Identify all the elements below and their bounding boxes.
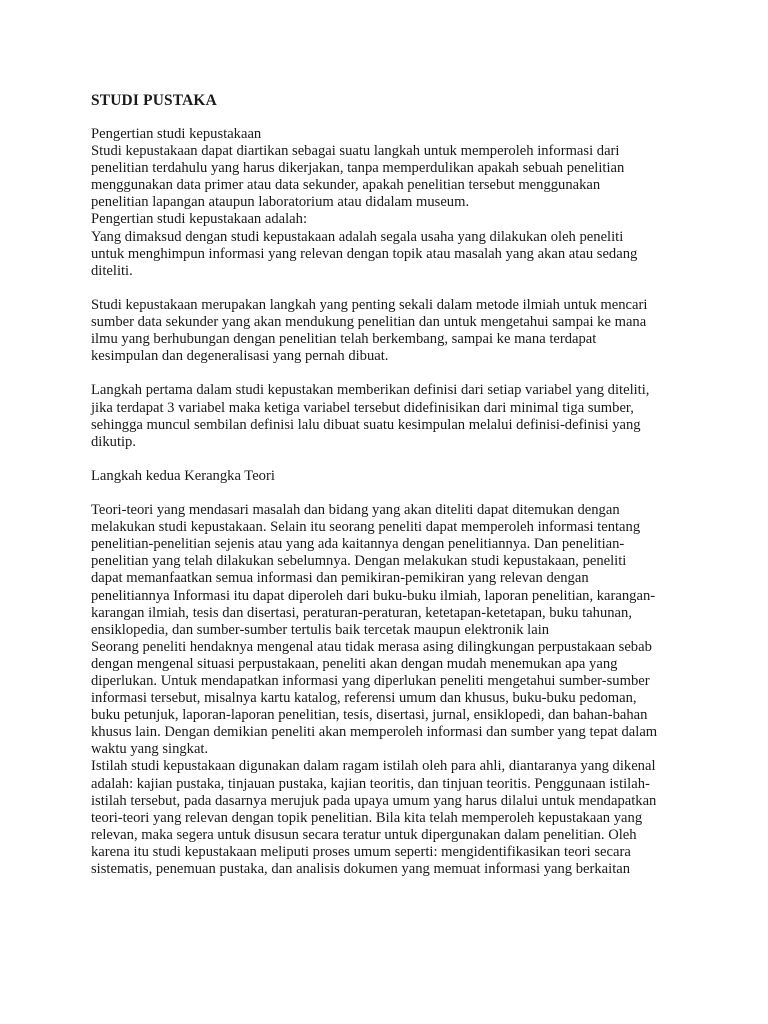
text-line: menggunakan data primer atau data sekunder, apakah penelitian tersebut menggunakan: [91, 177, 601, 194]
text-line: kesimpulan dan degeneralisasi yang pernah dibuat.: [91, 348, 389, 365]
text-line: relevan, maka segera untuk disusun secara teratur untuk dipergunakan dalam penelitian. Oleh: [91, 826, 637, 843]
text-line: diteliti.: [91, 262, 133, 279]
text-line: waktu yang singkat.: [91, 741, 209, 758]
text-line: Pengertian studi kepustakaan adalah:: [91, 211, 307, 228]
text-line: Studi kepustakaan dapat diartikan sebagai suatu langkah untuk memperoleh informasi dari: [91, 143, 620, 160]
text-line: informasi tersebut, misalnya kartu katalog, referensi umum dan khusus, buku-buku pedoman,: [91, 690, 637, 707]
text-line: Langkah pertama dalam studi kepustakan memberikan definisi dari setiap variabel yang diteliti,: [91, 382, 650, 399]
text-line: melakukan studi kepustakaan. Selain itu seorang peneliti dapat memperoleh informasi tentang: [91, 519, 641, 536]
text-line: Langkah kedua Kerangka Teori: [91, 467, 275, 484]
text-line: penelitian-penelitian sejenis atau yang ada kaitannya dengan penelitiannya. Dan penelitian-: [91, 536, 625, 553]
text-line: karangan ilmiah, tesis dan disertasi, peraturan-peraturan, ketetapan-ketetapan, buku tahunan,: [91, 604, 632, 621]
document-title: STUDI PUSTAKA: [91, 92, 217, 109]
text-line: adalah: kajian pustaka, tinjauan pustaka, kajian teoritis, dan tinjuan teoritis. Penggunaan istilah-: [91, 775, 650, 792]
text-line: sehingga muncul sembilan definisi lalu dibuat suatu kesimpulan melalui definisi-definisi yang: [91, 416, 641, 433]
text-line: teori-teori yang relevan dengan topik penelitian. Bila kita telah memperoleh kepustakaan yang: [91, 809, 643, 826]
text-line: buku petunjuk, laporan-laporan penelitian, tesis, disertasi, jurnal, ensiklopedi, dan bahan-bahan: [91, 707, 648, 724]
text-line: jika terdapat 3 variabel maka ketiga variabel tersebut didefinisikan dari minimal tiga sumber,: [91, 399, 634, 416]
text-line: dapat memanfaatkan semua informasi dan pemikiran-pemikiran yang relevan dengan: [91, 570, 589, 587]
text-line: sumber data sekunder yang akan mendukung penelitian dan untuk mengetahui sampai ke mana: [91, 314, 647, 331]
text-line: diperlukan. Untuk mendapatkan informasi yang diperlukan peneliti mengetahui sumber-sumber: [91, 673, 650, 689]
text-line: Istilah studi kepustakaan digunakan dalam ragam istilah oleh para ahli, diantaranya yang dikenal: [91, 758, 656, 775]
text-line: Seorang peneliti hendaknya mengenal atau tidak merasa asing dilingkungan perpustakaan sebab: [91, 638, 652, 655]
text-line: Studi kepustakaan merupakan langkah yang penting sekali dalam metode ilmiah untuk mencari: [91, 296, 648, 313]
text-line: dengan mengenal situasi perpustakaan, peneliti akan dengan mudah menemukan apa yang: [91, 655, 618, 672]
document-body: [91, 92, 681, 878]
document-text: [91, 126, 681, 878]
text-line: penelitiannya Informasi itu dapat diperoleh dari buku-buku ilmiah, laporan penelitian, karangan-: [91, 587, 656, 604]
text-line: ensiklopedia, dan sumber-sumber tertulis baik tercetak maupun elektronik lain: [91, 621, 550, 638]
paragraph-spacer: [91, 485, 681, 502]
text-line: Yang dimaksud dengan studi kepustakaan adalah segala usaha yang dilakukan oleh peneliti: [91, 228, 624, 245]
text-line: karena itu studi kepustakaan meliputi proses umum seperti: mengidentifikasikan teori secara: [91, 843, 631, 860]
paragraph-spacer: [91, 280, 681, 297]
paragraph-spacer: [91, 365, 681, 382]
text-line: penelitian terdahulu yang harus dikerjakan, tanpa memperdulikan apakah sebuah penelitian: [91, 160, 625, 177]
text-line: Pengertian studi kepustakaan: [91, 126, 262, 142]
text-line: untuk menghimpun informasi yang relevan dengan topik atau masalah yang akan atau sedang: [91, 245, 638, 262]
text-line: ilmu yang berhubungan dengan penelitian telah berkembang, sampai ke mana terdapat: [91, 331, 597, 348]
paragraph-spacer: [91, 451, 681, 468]
text-line: Teori-teori yang mendasari masalah dan bidang yang akan diteliti dapat ditemukan dengan: [91, 502, 620, 519]
text-line: penelitian yang telah dilakukan sebelumnya. Dengan melakukan studi kepustakaan, peneliti: [91, 553, 627, 570]
text-line: istilah tersebut, pada dasarnya merujuk pada upaya umum yang harus dilalui untuk mendapatkan: [91, 792, 657, 809]
text-line: dikutip.: [91, 433, 136, 450]
text-line: khusus lain. Dengan demikian peneliti akan memperoleh informasi dan sumber yang tepat dalam: [91, 724, 658, 741]
text-line: penelitian lapangan ataupun laboratorium atau didalam museum.: [91, 194, 470, 211]
text-line: sistematis, penemuan pustaka, dan analisis dokumen yang memuat informasi yang berkaitan: [91, 861, 631, 878]
